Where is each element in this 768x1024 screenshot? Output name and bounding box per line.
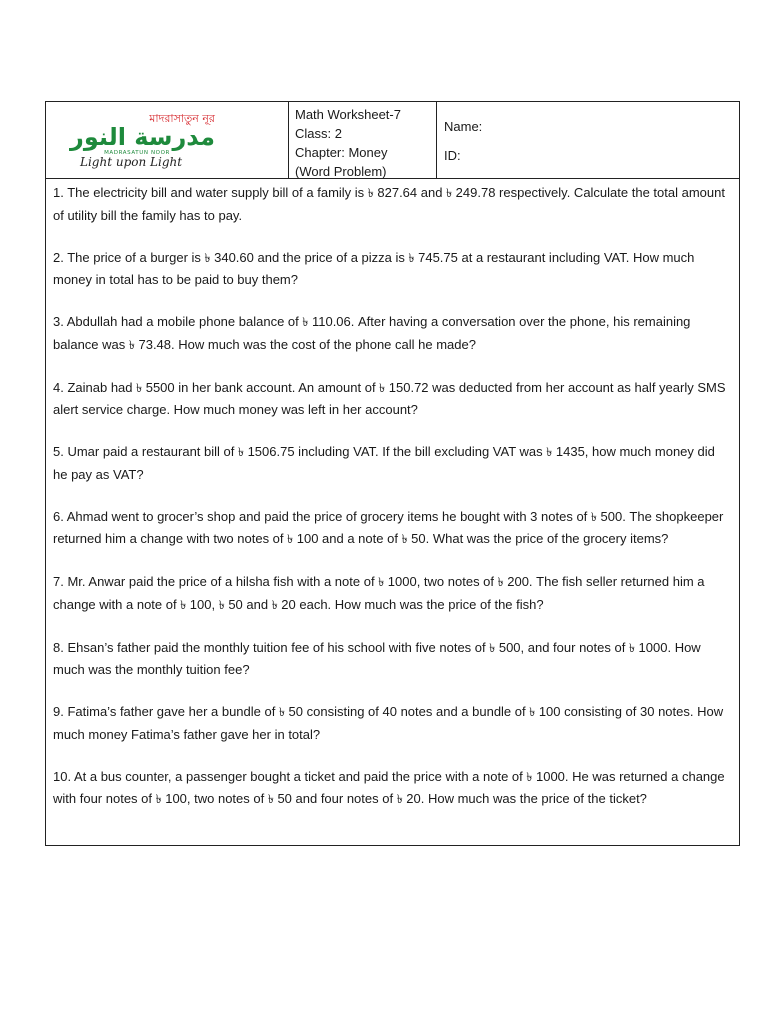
worksheet — [45, 101, 740, 846]
worksheet-header — [46, 102, 739, 179]
question-text: 200. The fish seller returned him a change with a note of — [53, 574, 705, 612]
question-text: 1000, two notes of — [384, 574, 498, 589]
question-text: 1435, how much money did he pay as VAT? — [53, 444, 715, 482]
taka-symbol: ৳ — [396, 792, 403, 806]
question-text: 50 and four notes of — [273, 791, 397, 806]
name-field-label: Name: — [444, 119, 483, 134]
question-text: 5500 in her bank account. An amount of — [142, 379, 380, 395]
question-text: 6. Ahmad went to grocer’s shop and paid the price of grocery items he bought with 3 notes of — [53, 508, 591, 524]
question-9 — [53, 701, 731, 745]
taka-symbol: ৳ — [271, 597, 278, 612]
question-gap — [53, 226, 731, 247]
question-gap — [53, 356, 731, 377]
question-text: 827.64 and — [373, 185, 447, 200]
question-text: 2. The price of a burger is — [53, 249, 205, 265]
taka-symbol: ৳ — [278, 705, 285, 719]
question-text: 100 and a note of — [293, 531, 402, 546]
taka-symbol: ৳ — [367, 186, 374, 200]
taka-symbol: ৳ — [302, 315, 309, 329]
logo-roman-text: MADRASATUN NOOR — [104, 150, 170, 156]
question-text: 10. At a bus counter, a passenger bought a ticket and paid the price with a note of — [53, 768, 527, 784]
question-text: 5. Umar paid a restaurant bill of — [53, 444, 238, 459]
question-8 — [53, 637, 731, 681]
chapter-label: Chapter: Money — [295, 145, 388, 160]
taka-symbol: ৳ — [497, 575, 504, 589]
question-text: 4. Zainab had — [53, 379, 137, 395]
question-5 — [53, 441, 731, 485]
question-4 — [53, 377, 731, 421]
question-text: 745.75 at a restaurant including VAT. How much money in total has to be paid to buy them? — [53, 249, 695, 287]
question-text: 73.48. How much was the cost of the phone call he made? — [134, 336, 476, 352]
question-text: 249.78 respectively. Calculate the total amount of utility bill the family has to pay. — [53, 185, 725, 223]
question-gap — [53, 745, 731, 766]
question-text: 110.06. After having a conversation over the phone, his remaining balance was — [53, 314, 691, 352]
question-text: 7. Mr. Anwar paid the price of a hilsha fish with a note of — [53, 574, 379, 589]
question-text: 100, two notes of — [161, 791, 268, 806]
question-text: 50 consisting of 40 notes and a bundle of — [284, 704, 530, 719]
question-list — [46, 179, 739, 811]
madrasa-logo — [51, 108, 221, 170]
question-text: 8. Ehsan’s father paid the monthly tuition fee of his school with five notes of — [53, 639, 490, 655]
taka-symbol: ৳ — [590, 509, 597, 524]
question-text: 100, — [186, 596, 219, 612]
question-text: 1. The electricity bill and water supply bill of a family is — [53, 185, 368, 200]
question-gap — [53, 485, 731, 506]
taka-symbol: ৳ — [379, 380, 386, 395]
taka-symbol: ৳ — [401, 532, 408, 546]
question-gap — [53, 616, 731, 637]
class-label: Class: 2 — [295, 126, 342, 141]
taka-symbol: ৳ — [408, 250, 415, 265]
taka-symbol: ৳ — [128, 337, 135, 352]
logo-cell — [46, 102, 289, 179]
taka-symbol: ৳ — [237, 445, 244, 459]
id-field-label: ID: — [444, 148, 461, 163]
question-text: 150.72 was deducted from her account as half yearly SMS alert service charge. How much money was left in her account? — [53, 379, 726, 417]
question-6 — [53, 506, 731, 551]
taka-symbol: ৳ — [204, 250, 211, 265]
question-gap — [53, 291, 731, 312]
question-gap — [53, 551, 731, 572]
taka-symbol: ৳ — [378, 575, 385, 589]
taka-symbol: ৳ — [489, 640, 496, 655]
taka-symbol: ৳ — [218, 597, 225, 612]
question-gap — [53, 681, 731, 702]
question-10 — [53, 766, 731, 811]
taka-symbol: ৳ — [287, 532, 294, 546]
question-text: 50. What was the price of the grocery items? — [407, 531, 669, 546]
taka-symbol: ৳ — [526, 769, 533, 784]
question-text: 3. Abdullah had a mobile phone balance of — [53, 314, 303, 329]
question-text: 500. The shopkeeper returned him a change with two notes of — [53, 508, 724, 546]
question-text: 20. How much was the price of the ticket? — [402, 791, 647, 806]
chapter-subtitle: (Word Problem) — [295, 164, 387, 179]
question-7 — [53, 571, 731, 616]
question-text: 500, and four notes of — [495, 639, 629, 655]
question-text: 1000. He was returned a change with four notes of — [53, 768, 725, 806]
taka-symbol: ৳ — [267, 792, 274, 806]
taka-symbol: ৳ — [546, 445, 553, 459]
question-text: 20 each. How much was the price of the fish? — [277, 596, 544, 612]
question-3 — [53, 311, 731, 356]
question-gap — [53, 421, 731, 442]
question-text: 1506.75 including VAT. If the bill excluding VAT was — [243, 444, 547, 459]
question-text: 340.60 and the price of a pizza is — [210, 249, 409, 265]
student-fields[interactable] — [437, 102, 739, 179]
worksheet-info — [289, 102, 437, 179]
taka-symbol: ৳ — [155, 792, 162, 806]
question-text: 50 and — [224, 596, 272, 612]
question-text: 9. Fatima’s father gave her a bundle of — [53, 704, 279, 719]
logo-tagline: Light upon Light — [80, 155, 183, 169]
taka-symbol: ৳ — [180, 597, 187, 612]
taka-symbol: ৳ — [446, 186, 453, 200]
question-text: 1000. How much was the monthly tuition fee? — [53, 639, 701, 677]
taka-symbol: ৳ — [529, 705, 536, 719]
taka-symbol: ৳ — [136, 380, 143, 395]
logo-arabic-text: مدرسة النور — [70, 123, 215, 151]
logo-bengali-text: মাদরাসাতুন নূর — [149, 112, 215, 125]
worksheet-title: Math Worksheet-7 — [295, 107, 401, 122]
question-1 — [53, 182, 731, 226]
taka-symbol: ৳ — [628, 640, 635, 655]
question-text: 100 consisting of 30 notes. How much money Fatima’s father gave her in total? — [53, 704, 724, 742]
question-2 — [53, 247, 731, 291]
